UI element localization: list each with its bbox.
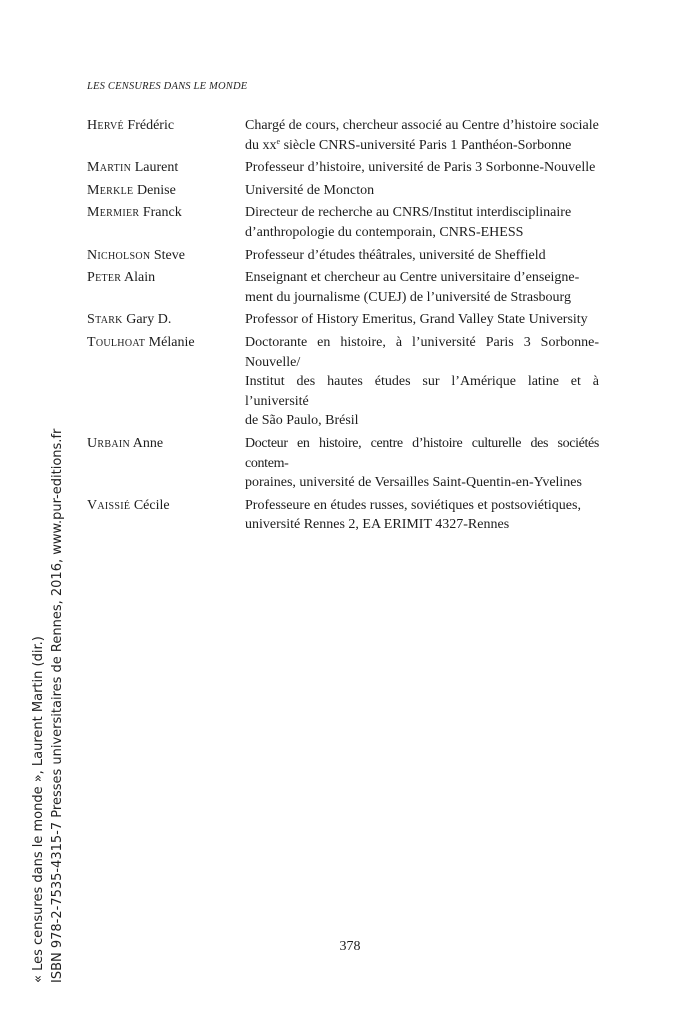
contributor-surname: Urbain [87,435,131,451]
side-credit-line: ISBN 978-2-7535-4315-7 Presses universitaires de Rennes, 2016, www.pur-editions.fr [50,428,65,983]
affiliation-line: Professeur d’histoire, université de Paris 3 Sorbonne-Nouvelle [245,160,596,176]
affiliation-line: poraines, université de Versailles Saint-Quentin-en-Yvelines [245,475,582,491]
contributor-entry [87,496,599,535]
contributor-given-name: Anne [132,435,164,451]
contributor-name [87,310,245,330]
contributor-surname: Stark [87,312,123,328]
affiliation-line: Doctorante en histoire, à l’université Paris 3 Sorbonne-Nouvelle/ [245,334,599,370]
contributor-given-name: Steve [153,247,185,263]
contributor-surname: Peter [87,270,122,286]
contributor-entry [87,310,599,330]
contributor-entry [87,181,599,201]
affiliation-line: d’anthropologie du contemporain, CNRS-EHESS [245,224,524,240]
contributor-surname: Mermier [87,205,140,221]
contributor-name [87,181,245,201]
contributor-affiliation [245,333,599,431]
affiliation-line: Directeur de recherche au CNRS/Institut interdisciplinaire [245,205,572,221]
contributor-given-name: Denise [136,182,176,198]
affiliation-line: Institut des hautes études sur l’Amérique latine et à l’université [245,374,599,409]
affiliation-line: université Rennes 2, EA ERIMIT 4327-Rennes [245,517,510,533]
affiliation-line [245,136,599,156]
contributor-name [87,268,245,307]
contributor-surname: Toulhoat [87,334,146,350]
affiliation-line: Université de Moncton [245,182,375,198]
contributor-entry [87,158,599,178]
affiliation-text: siècle CNRS-université Paris 1 Panthéon-Sorbonne [280,137,572,153]
affiliation-text: du xx [245,137,277,153]
superscript: e [276,136,281,146]
contributor-entry [87,116,599,155]
affiliation-line: Professor of History Emeritus, Grand Valley State University [245,312,588,328]
side-credit [29,429,67,983]
contributor-affiliation [245,181,599,201]
contributor-name [87,246,245,266]
contributor-entry [87,434,599,493]
contributor-given-name: Gary D. [126,312,172,328]
contributor-entry [87,246,599,266]
contributor-surname: Merkle [87,182,134,198]
contributor-name [87,496,245,535]
contributor-given-name: Franck [142,205,182,221]
contributor-surname: Nicholson [87,247,151,263]
contributor-name [87,158,245,178]
affiliation-line: Professeure en études russes, soviétiques et postsoviétiques, [245,497,581,513]
page-number: 378 [339,939,361,954]
contributor-list [87,116,599,538]
running-head: LES CENSURES DANS LE MONDE [87,81,248,92]
contributor-entry [87,268,599,307]
contributor-affiliation [245,203,599,242]
contributor-name [87,203,245,242]
contributor-affiliation [245,268,599,307]
contributor-given-name: Cécile [133,497,170,513]
contributor-affiliation [245,246,599,266]
affiliation-line: ment du journalisme (CUEJ) de l’université de Strasbourg [245,289,571,305]
contributor-given-name: Mélanie [148,334,195,350]
affiliation-line: de São Paulo, Brésil [245,413,359,429]
affiliation-line: Enseignant et chercheur au Centre universitaire d’enseigne- [245,270,580,286]
side-credit-line: « Les censures dans le monde », Laurent Martin (dir.) [31,636,46,983]
affiliation-line: Docteur en histoire, centre d’histoire culturelle des sociétés contem- [245,435,599,471]
contributor-affiliation [245,116,599,155]
contributor-given-name: Alain [124,270,156,286]
contributor-name [87,333,245,431]
contributor-surname: Martin [87,160,132,176]
contributor-affiliation [245,310,599,330]
affiliation-line: Professeur d’études théâtrales, université de Sheffield [245,247,546,263]
contributor-given-name: Laurent [134,160,179,176]
contributor-entry [87,333,599,431]
contributor-affiliation [245,158,599,178]
contributor-name [87,434,245,493]
contributor-surname: Hervé [87,118,124,133]
contributor-entry [87,203,599,242]
contributor-given-name: Frédéric [127,118,175,133]
contributor-affiliation [245,496,599,535]
affiliation-line: Chargé de cours, chercheur associé au Centre d’histoire sociale [245,118,599,133]
contributor-surname: Vaissié [87,497,131,513]
contributor-name [87,116,245,155]
contributor-affiliation [245,434,599,493]
